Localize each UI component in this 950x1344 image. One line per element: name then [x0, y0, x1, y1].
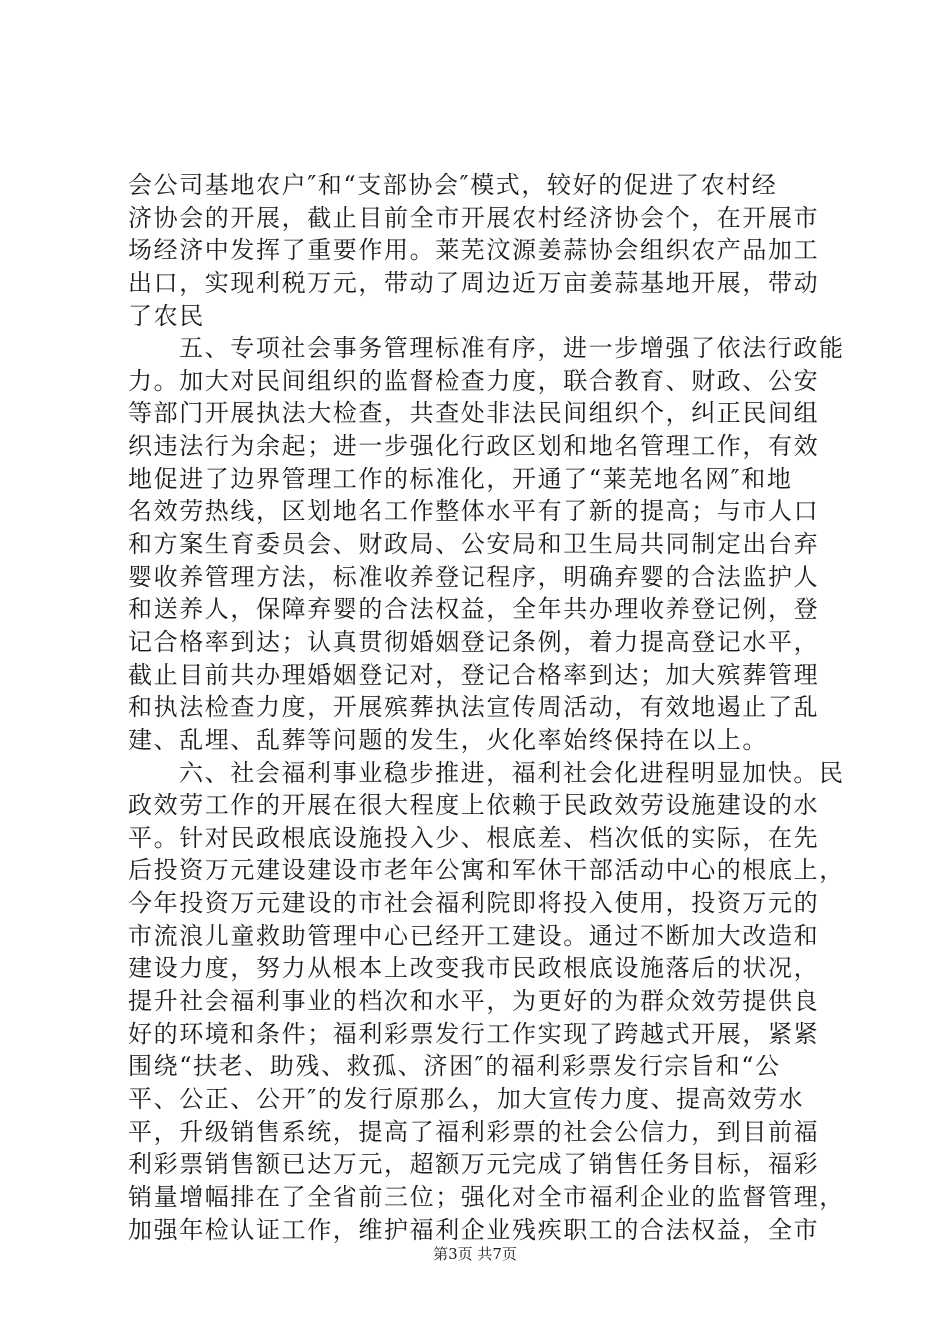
- text-line: 好的环境和条件；福利彩票发行工作实现了跨越式开展，紧紧: [128, 1019, 820, 1048]
- text-line: 今年投资万元建设的市社会福利院即将投入使用，投资万元的: [128, 889, 820, 918]
- text-line: 平、公正、公开″的发行原那么，加大宣传力度、提高效劳水: [128, 1084, 805, 1113]
- text-line: 和送养人，保障弃婴的合法权益，全年共办理收养登记例，登: [128, 595, 820, 624]
- text-line: 记合格率到达；认真贯彻婚姻登记条例，着力提高登记水平，: [128, 627, 820, 656]
- text-line: 婴收养管理方法，标准收养登记程序，明确弃婴的合法监护人: [128, 562, 820, 591]
- text-line: 销量增幅排在了全省前三位；强化对全市福利企业的监督管理，: [128, 1182, 845, 1211]
- text-line: 利彩票销售额已达万元，超额万元完成了销售任务目标，福彩: [128, 1150, 820, 1179]
- page-footer: 第3页 共7页: [433, 1245, 517, 1263]
- text-line: 场经济中发挥了重要作用。莱芜汶源姜蒜协会组织农产品加工: [128, 236, 820, 265]
- paragraph: [128, 757, 845, 1247]
- paragraph: [128, 169, 828, 332]
- text-line: 平。针对民政根底设施投入少、根底差、档次低的实际，在先: [128, 823, 820, 852]
- text-line: 后投资万元建设建设市老年公寓和军休干部活动中心的根底上，: [128, 856, 845, 885]
- text-line: 了农民: [128, 301, 205, 330]
- text-line: 围绕“扶老、助残、救孤、济困″的福利彩票发行宗旨和“公: [128, 1052, 781, 1081]
- text-line: 截止目前共办理婚姻登记对，登记合格率到达；加大殡葬管理: [128, 660, 820, 689]
- text-line: 提升社会福利事业的档次和水平，为更好的为群众效劳提供良: [128, 987, 820, 1016]
- text-line: 建、乱埋、乱葬等问题的发生，火化率始终保持在以上。: [128, 725, 768, 754]
- text-line: 政效劳工作的开展在很大程度上依赖于民政效劳设施建设的水: [128, 791, 820, 820]
- text-line: 加强年检认证工作，维护福利企业残疾职工的合法权益，全市: [128, 1215, 820, 1244]
- text-line: 力。加大对民间组织的监督检查力度，联合教育、财政、公安: [128, 366, 820, 395]
- text-line: 和方案生育委员会、财政局、公安局和卫生局共同制定出台弃: [128, 530, 820, 559]
- text-line: 等部门开展执法大检查，共查处非法民间组织个，纠正民间组: [128, 399, 820, 428]
- text-line: 地促进了边界管理工作的标准化，开通了“莱芜地名网″和地: [128, 464, 793, 493]
- paragraph: [128, 332, 845, 756]
- text-line: 会公司基地农户″和“支部协会″模式，较好的促进了农村经: [128, 171, 778, 199]
- text-line: 市流浪儿童救助管理中心已经开工建设。通过不断加大改造和: [128, 921, 820, 950]
- text-line: 五、专项社会事务管理标准有序，进一步增强了依法行政能: [179, 334, 845, 363]
- text-line: 建设力度，努力从根本上改变我市民政根底设施落后的状况，: [128, 954, 820, 983]
- text-line: 织违法行为余起；进一步强化行政区划和地名管理工作，有效: [128, 432, 820, 461]
- text-line: 济协会的开展，截止目前全市开展农村经济协会个，在开展市: [128, 203, 820, 232]
- text-line: 六、社会福利事业稳步推进，福利社会化进程明显加快。民: [179, 758, 845, 787]
- document-body: [128, 169, 845, 1246]
- text-line: 平，升级销售系统，提高了福利彩票的社会公信力，到目前福: [128, 1117, 820, 1146]
- text-line: 出口，实现利税万元，带动了周边近万亩姜蒜基地开展，带动: [128, 268, 820, 297]
- text-line: 名效劳热线，区划地名工作整体水平有了新的提高；与市人口: [128, 497, 820, 526]
- text-line: 和执法检查力度，开展殡葬执法宣传周活动，有效地遏止了乱: [128, 693, 820, 722]
